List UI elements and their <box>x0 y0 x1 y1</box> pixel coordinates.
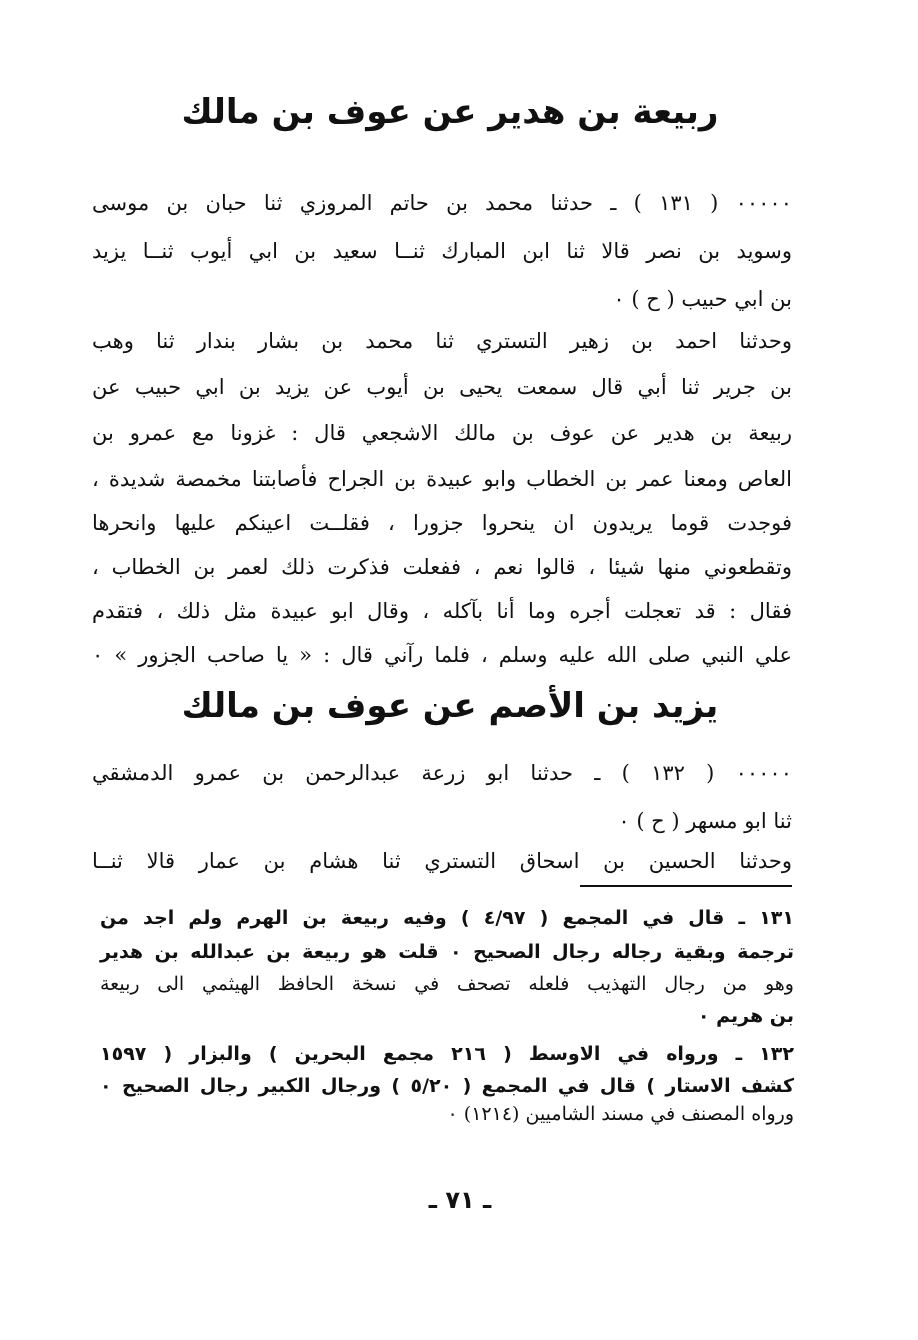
footnote-132-line-3: ورواه المصنف في مسند الشاميين (١٢١٤) ٠ <box>447 1103 794 1125</box>
hadith-132-line-3: وحدثنا الحسين بن اسحاق التستري ثنا هشام بن عمار قالا ثنــا <box>92 849 792 873</box>
hadith-132-line-2: ثنا ابو مسهر ( ح ) ٠ <box>618 809 792 833</box>
hadith-131-line-2: وسويد بن نصر قالا ثنا ابن المبارك ثنــا سعيد بن ابي أيوب ثنــا يزيد <box>92 239 792 263</box>
hadith-131-line-1: ٠٠٠٠٠ ( ١٣١ ) ـ حدثنا محمد بن حاتم المروزي ثنا حبان بن موسى <box>92 191 792 215</box>
hadith-131-line-5: بن جرير ثنا أبي قال سمعت يحيى بن أيوب عن يزيد بن ابي حبيب عن <box>92 375 792 399</box>
hadith-131-line-4: وحدثنا احمد بن زهير التستري ثنا محمد بن بشار بندار ثنا وهب <box>92 329 792 353</box>
section-heading-rabia: ربيعة بن هدير عن عوف بن مالك <box>181 92 719 132</box>
hadith-131-line-7: العاص ومعنا عمر بن الخطاب وابو عبيدة بن الجراح فأصابتنا مخمصة شديدة ، <box>92 467 792 491</box>
section-heading-yazid: يزيد بن الأصم عن عوف بن مالك <box>181 686 719 726</box>
page-number: ـ ٧١ ـ <box>428 1186 492 1214</box>
hadith-132-line-1: ٠٠٠٠٠ ( ١٣٢ ) ـ حدثنا ابو زرعة عبدالرحمن بن عمرو الدمشقي <box>92 761 792 785</box>
hadith-131-line-3: بن ابي حبيب ( ح ) ٠ <box>613 287 792 311</box>
hadith-131-line-9: وتقطعوني منها شيئا ، قالوا نعم ، ففعلت فذكرت ذلك لعمر بن الخطاب ، <box>92 555 792 579</box>
hadith-131-line-8: فوجدت قوما يريدون ان ينحروا جزورا ، فقلــت اعينكم عليها وانحرها <box>92 511 792 535</box>
footnote-132-line-2: كشف الاستار ) قال في المجمع ( ٥/٢٠ ) ورجال الكبير رجال الصحيح ٠ <box>100 1075 795 1097</box>
hadith-131-line-11: علي النبي صلى الله عليه وسلم ، فلما رآني قال : « يا صاحب الجزور » ٠ <box>92 643 792 667</box>
hadith-131-line-10: فقال : قد تعجلت أجره وما أنا بآكله ، وقال ابو عبيدة مثل ذلك ، فتقدم <box>92 599 792 623</box>
footnote-131-line-4: بن هريم ٠ <box>697 1005 794 1027</box>
hadith-131-line-6: ربيعة بن هدير عن عوف بن مالك الاشجعي قال : غزونا مع عمرو بن <box>92 421 792 445</box>
footnote-131-line-2: ترجمة وبقية رجاله رجال الصحيح ٠ قلت هو ربيعة بن عبدالله بن هدير <box>100 941 794 963</box>
footnote-divider <box>580 885 792 887</box>
footnote-131-line-3: وهو من رجال التهذيب فلعله تصحف في نسخة الحافظ الهيثمي الى ربيعة <box>100 973 794 995</box>
footnote-131-line-1: ١٣١ ـ قال في المجمع ( ٤/٩٧ ) وفيه ربيعة بن الهرم ولم اجد من <box>100 907 794 929</box>
footnote-132-line-1: ١٣٢ ـ ورواه في الاوسط ( ٢١٦ مجمع البحرين ) والبزار ( ١٥٩٧ <box>100 1043 794 1065</box>
